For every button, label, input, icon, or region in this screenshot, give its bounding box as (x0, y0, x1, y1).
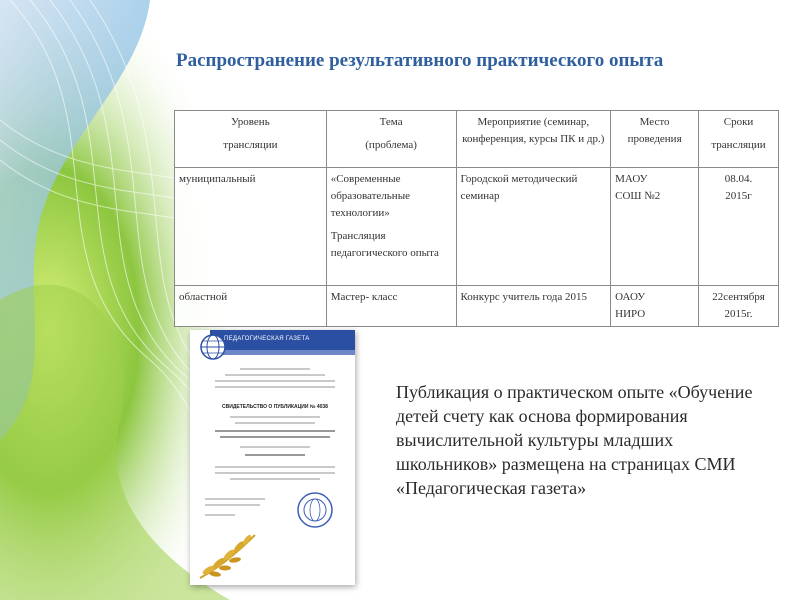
globe-logo-icon (200, 334, 226, 360)
header-event: Мероприятие (семинар, конференция, курсы ПК и др.) (456, 111, 611, 168)
certificate-stamp-icon (295, 490, 335, 530)
header-level: Уровень трансляции (175, 111, 327, 168)
cell-topic: «Современные образовательные технологии» Трансляция педагогического опыта (326, 168, 456, 286)
laurel-branch-icon (195, 530, 265, 580)
publication-certificate-image (190, 330, 355, 585)
page-title: Распространение результативного практического опыта (176, 50, 664, 71)
cell-level: муниципальный (175, 168, 327, 286)
certificate-stripe (210, 350, 355, 355)
header-topic: Тема (проблема) (326, 111, 456, 168)
cell-place: ОАОУ НИРО (611, 286, 699, 327)
header-place: Место проведения (611, 111, 699, 168)
certificate-header-text: ПЕДАГОГИЧЕСКАЯ ГАЗЕТА (224, 336, 310, 342)
table-row (175, 286, 779, 327)
cell-event: Городской методический семинар (456, 168, 611, 286)
cell-level: областной (175, 286, 327, 327)
cell-event: Конкурс учитель года 2015 (456, 286, 611, 327)
publication-caption: Публикация о практическом опыте «Обучение детей счету как основа формирования вычислительной культуры младших школьников» размещена на страницах СМИ «Педагогическая газета» (396, 382, 753, 498)
cell-place: МАОУ СОШ №2 (611, 168, 699, 286)
certificate-heading: СВИДЕТЕЛЬСТВО О ПУБЛИКАЦИИ № 4038 (222, 404, 328, 410)
cell-dates: 22сентября 2015г. (699, 286, 779, 327)
table-row (175, 168, 779, 286)
translation-table (174, 110, 779, 327)
cell-dates: 08.04. 2015г (699, 168, 779, 286)
table-header-row (175, 111, 779, 168)
header-dates: Сроки трансляции (699, 111, 779, 168)
cell-topic: Мастер- класс (326, 286, 456, 327)
